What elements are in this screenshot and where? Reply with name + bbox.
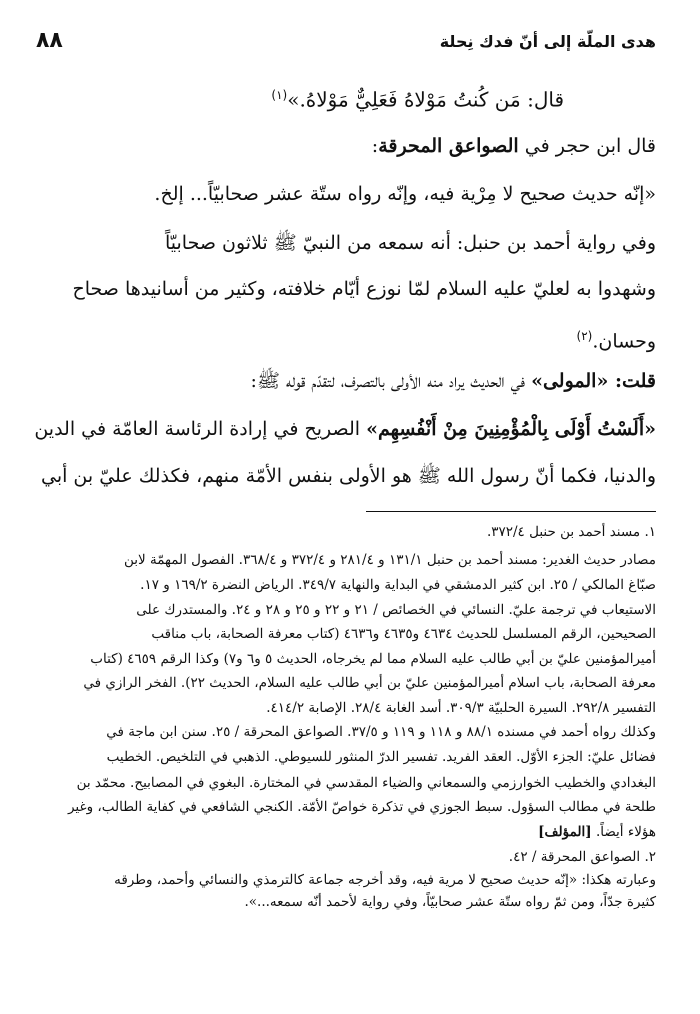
footnote-line: الصحيحين، الرقم المسلسل للحديث ٤٦٣٤ و٤٦٣٥ و٤٦٣٦ (كتاب معرفة الصحابة، باب مناقب: [151, 626, 656, 642]
footnote-line: صبّاغ المالكي / ٢٥. ابن كثير الدمشقي في البداية والنهاية ٣٤٩/٧. الرياض النضرة ١٦٩/٢ و ١٧.: [140, 577, 656, 593]
footnote-line: كثيرة جدّاً، ومن ثمّ رواه ستّة عشر صحابيّاً، وفي رواية لأحمد أنّه سمعه...».: [244, 894, 656, 910]
body-line: [577, 321, 656, 356]
running-title: هدى الملّة إلى أنّ فدك نِحلة: [439, 32, 656, 51]
body-line: [271, 80, 564, 115]
body-line: [251, 366, 656, 396]
body-line: وفي رواية أحمد بن حنبل: أنه سمعه من النبيّ ﷺ ثلاثون صحابيّاً: [164, 232, 656, 254]
text-run: قال ابن حجر في: [518, 135, 656, 157]
footnote-marker[interactable]: (٢): [576, 329, 593, 343]
footnote-line: أميرالمؤمنين عليّ بن أبي طالب عليه السلام مما لم يخرجاه، الحديث ٥ و٦ و٧) وكذا الرقم ٤٦٥٩ (كتاب: [90, 651, 656, 667]
text-run: هؤلاء أيضاً.: [595, 824, 656, 840]
footnote-line: البغدادي والخطيب الخوارزمي والسمعاني والضياء المقدسي في المختارة. البغوي في المصابيح. محمّد بن: [76, 775, 656, 791]
footnote-line: فضائل عليّ: الجزء الأوّل. العقد الفريد. تفسير الدرّ المنثور للسيوطي. الذهبي في التلخيص. الخطيب: [106, 749, 656, 765]
footnote-line: التفسير ٢٩٢/٨. السيرة الحلبيّة ٣٠٩/٣. أسد الغابة ٢٨/٤. الإصابة ٤١٤/٢.: [266, 700, 656, 716]
footnote-line: ١. مسند أحمد بن حنبل ٣٧٢/٤.: [486, 524, 656, 540]
hadith-quote: قال: مَن كُنتُ مَوْلاهُ فَعَلِيٌّ مَوْلاهُ.»: [287, 87, 564, 112]
book-title: الصواعق المحرقة: [378, 135, 519, 157]
body-line: [372, 131, 656, 161]
footnote-marker[interactable]: (١): [271, 88, 288, 102]
page-number: ٨٨: [36, 28, 63, 53]
footnote-line: طلحة في مطالب السؤول. سبط الجوزي في تذكرة خواصّ الأمّة. الكنجي الشافعي في كفاية الطالب، وغير: [67, 799, 656, 815]
footnote-line: معرفة الصحابة، باب اسلام أميرالمؤمنين عليّ بن أبي طالب عليه السلام، الحديث ٢٢). الفخر الرازي في: [83, 675, 656, 691]
footnote-line: وعبارته هكذا: «إنّه حديث صحيح لا مرية فيه، وقد أخرجه جماعة كالترمذي والنسائي وأحمد، وطرقه: [114, 872, 656, 888]
quran-verse: «أَلَسْتُ أَوْلَى بِالْمُؤْمِنِينَ مِنْ أَنْفُسِهِم»: [366, 418, 656, 440]
body-line: والدنيا، فكما أنّ رسول الله ﷺ هو الأولى بنفس الأمّة منهم، فكذلك عليّ بن أبي: [40, 465, 656, 487]
footnote-line: مصادر حديث الغدير: مسند أحمد بن حنبل ١٣١/١ و ٢٨١/٤ و ٣٧٢/٤ و ٣٦٨/٤. الفصول المهمّة لابن: [123, 552, 656, 568]
page-header: [36, 28, 656, 62]
text-run: وحسان.: [592, 330, 656, 353]
footnote-line: وكذلك رواه أحمد في مسنده ٨٨/١ و ١١٨ و ١١٩ و ٣٧/٥. الصواعق المحرقة / ٢٥. سنن ابن ماجة في: [106, 724, 656, 740]
body-line: وشهدوا به لعليّ عليه السلام لمّا نوزع أيّام خلافته، وكثير من أسانيدها صحاح: [72, 278, 656, 300]
author-attribution: [المؤلف]: [538, 824, 592, 840]
footnote-divider: [366, 511, 656, 512]
body-line: «إنّه حديث صحيح لا مِرْية فيه، وإنّه رواه ستّة عشر صحابيّاً... إلخ.: [154, 183, 656, 205]
footnote-line: ٢. الصواعق المحرقة / ٤٢.: [508, 849, 656, 865]
text-run: في الحديث يراد منه الأولى بالتصرف، لتقدّم قوله ﷺ:: [250, 370, 532, 392]
footnote-line: الاستيعاب في ترجمة عليّ. النسائي في الخصائص / ٢١ و ٢٢ و ٢٥ و ٢٨ و ٢٤. والمستدرك على: [136, 602, 656, 618]
author-remark: قلت: «المولى»: [531, 370, 656, 392]
footnote-line: [538, 822, 656, 842]
body-line: [34, 414, 656, 444]
text-run: الصريح في إرادة الرئاسة العامّة في الدين: [34, 418, 367, 440]
text-run: :: [371, 135, 379, 157]
